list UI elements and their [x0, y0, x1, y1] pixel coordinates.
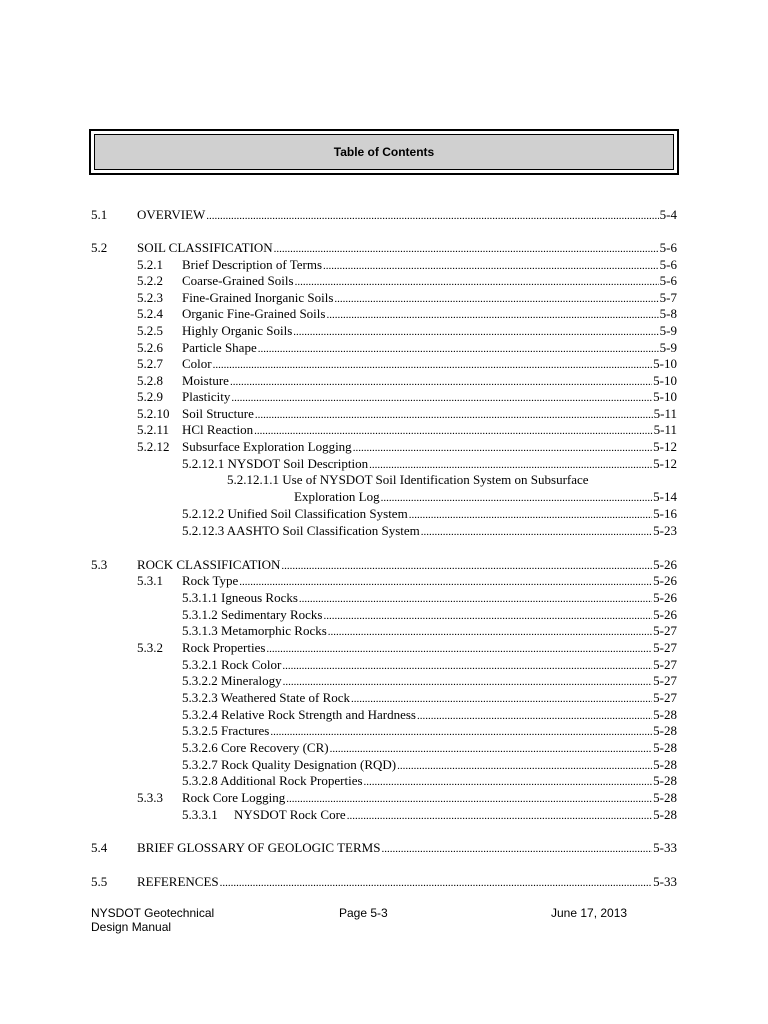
toc-entry-label: Exploration Log: [294, 489, 380, 504]
toc-entry-number: 5.3: [91, 557, 108, 572]
toc-entry-label: 5.3.2.4 Relative Rock Strength and Hardness: [182, 707, 416, 722]
toc-entry[interactable]: [0, 305, 768, 322]
toc-entry-page: 5-27: [653, 623, 677, 638]
toc-entry-label: 5.3.1.2 Sedimentary Rocks: [182, 607, 323, 622]
toc-entry-label: Coarse-Grained Soils: [182, 273, 294, 288]
toc-entry-page: 5-23: [653, 523, 677, 538]
toc-entry[interactable]: [0, 672, 768, 689]
toc-entry[interactable]: [0, 556, 768, 573]
toc-entry[interactable]: [0, 789, 768, 806]
toc-entry-label: Plasticity: [182, 389, 231, 404]
toc-entry-page: 5-28: [653, 790, 677, 805]
toc-entry[interactable]: [0, 806, 768, 823]
toc-entry[interactable]: [0, 421, 768, 438]
toc-entry-page: 5-27: [653, 657, 677, 672]
toc-entry-label: REFERENCES: [137, 874, 219, 889]
toc-entry[interactable]: [0, 206, 768, 223]
footer-manual-line1: NYSDOT Geotechnical: [91, 906, 215, 920]
toc-entry-page: 5-33: [653, 874, 677, 889]
toc-entry-page: 5-16: [653, 506, 677, 521]
toc-entry[interactable]: [0, 372, 768, 389]
toc-entry[interactable]: [0, 256, 768, 273]
toc-entry[interactable]: [0, 622, 768, 639]
footer-date: June 17, 2013: [551, 906, 628, 920]
toc-entry-page: 5-28: [653, 807, 677, 822]
toc-entry-number: 5.1: [91, 207, 108, 222]
toc-entry-page: 5-7: [659, 290, 677, 305]
toc-entry-label: OVERVIEW: [137, 207, 206, 222]
toc-entry-number: 5.2.2: [137, 273, 163, 288]
toc-entry-page: 5-6: [659, 273, 677, 288]
toc-entry-label: Moisture: [182, 373, 229, 388]
toc-entry-label: Highly Organic Soils: [182, 323, 293, 338]
toc-entry-number: 5.5: [91, 874, 108, 889]
toc-entry-number: 5.2.1: [137, 257, 163, 272]
toc-entry[interactable]: [0, 873, 768, 890]
toc-entry-label: 5.3.3.1 NYSDOT Rock Core: [182, 807, 346, 822]
toc-entry[interactable]: [227, 471, 589, 488]
toc-entry-label: ROCK CLASSIFICATION: [137, 557, 281, 572]
toc-entry-label: Fine-Grained Inorganic Soils: [182, 290, 334, 305]
toc-entry-page: 5-12: [653, 456, 677, 471]
toc-entry[interactable]: [0, 289, 768, 306]
toc-entry-page: 5-9: [659, 340, 677, 355]
toc-entry[interactable]: [0, 589, 768, 606]
toc-entry-number: 5.2.8: [137, 373, 163, 388]
toc-entry-label: Organic Fine-Grained Soils: [182, 306, 326, 321]
toc-entry-page: 5-6: [659, 240, 677, 255]
footer-page-number: Page 5-3: [339, 906, 388, 920]
toc-entry-number: 5.2.11: [137, 422, 170, 437]
toc-entry-label: 5.2.12.1.1 Use of NYSDOT Soil Identification System on Subsurface: [227, 472, 589, 487]
toc-entry-page: 5-27: [653, 640, 677, 655]
toc-entry-page: 5-28: [653, 740, 677, 755]
toc-entry-page: 5-14: [653, 489, 677, 504]
toc-entry-page: 5-11: [653, 422, 677, 437]
toc-entry-number: 5.2.3: [137, 290, 163, 305]
toc-entry-number: 5.2.6: [137, 340, 163, 355]
toc-entry-label: Soil Structure: [182, 406, 254, 421]
toc-entry-number: 5.2.7: [137, 356, 163, 371]
toc-entry-page: 5-27: [653, 690, 677, 705]
toc-entry-page: 5-10: [653, 356, 677, 371]
toc-entry-page: 5-26: [653, 573, 677, 588]
toc-entry-label: Brief Description of Terms: [182, 257, 323, 272]
toc-entry-page: 5-28: [653, 773, 677, 788]
toc-entry-page: 5-11: [653, 406, 677, 421]
toc-entry-number: 5.2.4: [137, 306, 163, 321]
toc-entry-page: 5-33: [653, 840, 677, 855]
toc-entry-label: HCl Reaction: [182, 422, 254, 437]
toc-entry[interactable]: [0, 355, 768, 372]
toc-entry-label: 5.3.2.2 Mineralogy: [182, 673, 282, 688]
leader-dots: [381, 839, 652, 858]
toc-entry[interactable]: [0, 756, 768, 773]
toc-entry-label: Subsurface Exploration Logging: [182, 439, 352, 454]
toc-entry-label: BRIEF GLOSSARY OF GEOLOGIC TERMS: [137, 840, 381, 855]
toc-entry[interactable]: [0, 572, 768, 589]
toc-entry-page: 5-10: [653, 389, 677, 404]
toc-entry-label: 5.2.12.3 AASHTO Soil Classification System: [182, 523, 420, 538]
toc-entry-label: Rock Core Logging: [182, 790, 286, 805]
toc-entry[interactable]: [0, 272, 768, 289]
toc-entry-number: 5.2.10: [137, 406, 170, 421]
toc-entry[interactable]: [0, 706, 768, 723]
toc-entry-label: Rock Type: [182, 573, 239, 588]
toc-entry[interactable]: [0, 239, 768, 256]
toc-entry-label: 5.2.12.1 NYSDOT Soil Description: [182, 456, 369, 471]
toc-entry[interactable]: [0, 839, 768, 856]
toc-entry-page: 5-28: [653, 757, 677, 772]
toc-entry-label: Particle Shape: [182, 340, 257, 355]
toc-entry[interactable]: [0, 772, 768, 789]
toc-entry[interactable]: [0, 438, 768, 455]
toc-entry-label: 5.3.2.8 Additional Rock Properties: [182, 773, 363, 788]
leader-dots: [206, 206, 658, 225]
toc-entry[interactable]: [0, 455, 768, 472]
toc-entry-page: 5-6: [659, 257, 677, 272]
toc-entry[interactable]: [0, 639, 768, 656]
toc-entry[interactable]: [0, 689, 768, 706]
toc-entry[interactable]: [0, 722, 768, 739]
leader-dots: [347, 806, 652, 825]
toc-entry-label: 5.3.1.1 Igneous Rocks: [182, 590, 298, 605]
toc-entry-number: 5.2.9: [137, 389, 163, 404]
toc-entry-page: 5-4: [659, 207, 677, 222]
toc-entry-label: 5.3.1.3 Metamorphic Rocks: [182, 623, 327, 638]
toc-entry-page: 5-9: [659, 323, 677, 338]
toc-entry-number: 5.2.12: [137, 439, 170, 454]
toc-entry[interactable]: [0, 505, 768, 522]
footer-manual-line2: Design Manual: [91, 920, 172, 934]
leader-dots: [220, 873, 653, 892]
toc-entry-label: 5.3.2.5 Fractures: [182, 723, 270, 738]
toc-entry-label: 5.2.12.2 Unified Soil Classification System: [182, 506, 408, 521]
leader-dots: [421, 522, 652, 541]
toc-entry-number: 5.4: [91, 840, 108, 855]
toc-entry[interactable]: [0, 322, 768, 339]
toc-entry-number: 5.3.3: [137, 790, 163, 805]
toc-entry[interactable]: [0, 405, 768, 422]
toc-entry-page: 5-28: [653, 723, 677, 738]
toc-entry-page: 5-27: [653, 673, 677, 688]
toc-entry[interactable]: [0, 522, 768, 539]
footer-manual-title: [91, 906, 214, 934]
toc-entry-page: 5-8: [659, 306, 677, 321]
toc-entry-page: 5-26: [653, 557, 677, 572]
toc-entry-label: Rock Properties: [182, 640, 266, 655]
toc-entry[interactable]: [0, 739, 768, 756]
toc-entry-label: Color: [182, 356, 212, 371]
toc-entry-label: 5.3.2.7 Rock Quality Designation (RQD): [182, 757, 397, 772]
toc-entry-label: 5.3.2.6 Core Recovery (CR): [182, 740, 329, 755]
toc-entry-label: 5.3.2.3 Weathered State of Rock: [182, 690, 351, 705]
toc-entry-number: 5.2.5: [137, 323, 163, 338]
toc-entry-number: 5.3.2: [137, 640, 163, 655]
toc-entry[interactable]: [0, 339, 768, 356]
toc-entry-continuation[interactable]: [0, 488, 768, 505]
toc-entry-label: 5.3.2.1 Rock Color: [182, 657, 282, 672]
toc-entry-page: 5-26: [653, 590, 677, 605]
toc-entry-number: 5.3.1: [137, 573, 163, 588]
toc-entry-number: 5.2: [91, 240, 108, 255]
toc-entry-page: 5-10: [653, 373, 677, 388]
toc-title: Table of Contents: [333, 145, 435, 159]
toc-entry-page: 5-12: [653, 439, 677, 454]
toc-entry[interactable]: [0, 656, 768, 673]
toc-entry[interactable]: [0, 388, 768, 405]
toc-entry-page: 5-26: [653, 607, 677, 622]
toc-entry-page: 5-28: [653, 707, 677, 722]
toc-entry-label: SOIL CLASSIFICATION: [137, 240, 273, 255]
toc-entry[interactable]: [0, 606, 768, 623]
